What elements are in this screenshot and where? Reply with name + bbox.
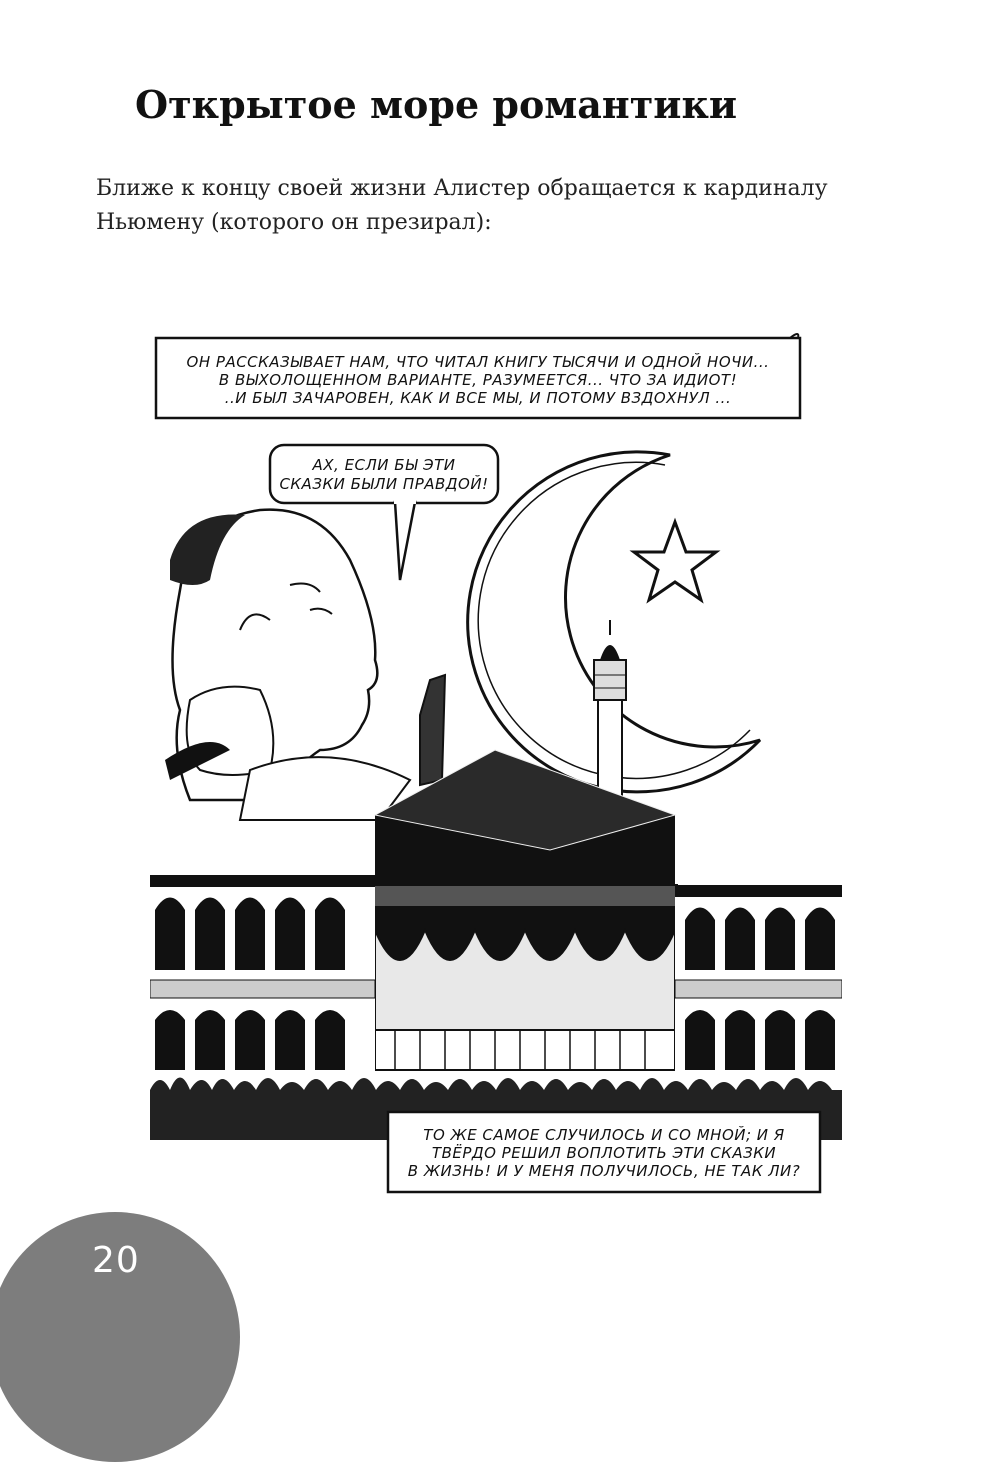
comic-panel: [150, 330, 842, 1200]
speech-bubble-line-1: АХ, ЕСЛИ БЫ ЭТИ: [312, 456, 456, 474]
intro-paragraph: Ближе к концу своей жизни Алистер обращается к кардиналу Ньюмену (которого он презирал):: [96, 176, 828, 235]
bottom-caption-line-1: ТО ЖЕ САМОЕ СЛУЧИЛОСЬ И СО МНОЙ; И Я: [423, 1126, 785, 1144]
top-caption-line-2: В ВЫХОЛОЩЕННОМ ВАРИАНТЕ, РАЗУМЕЕТСЯ... ЧТО ЗА ИДИОТ!: [218, 371, 738, 389]
page-title: Открытое море романтики: [135, 82, 738, 127]
top-caption-box: [156, 334, 800, 418]
bottom-caption-box: [388, 1112, 820, 1192]
bottom-caption-line-2: ТВЁРДО РЕШИЛ ВОПЛОТИТЬ ЭТИ СКАЗКИ: [431, 1144, 777, 1162]
speech-bubble-line-2: СКАЗКИ БЫЛИ ПРАВДОЙ!: [279, 475, 489, 493]
top-caption-line-3: ..И БЫЛ ЗАЧАРОВЕН, КАК И ВСЕ МЫ, И ПОТОМУ ВЗДОХНУЛ ...: [224, 389, 732, 407]
page-number: 20: [92, 1240, 140, 1281]
bottom-caption-line-3: В ЖИЗНЬ! И У МЕНЯ ПОЛУЧИЛОСЬ, НЕ ТАК ЛИ?: [407, 1162, 801, 1180]
top-caption-line-1: ОН РАССКАЗЫВАЕТ НАМ, ЧТО ЧИТАЛ КНИГУ ТЫСЯЧИ И ОДНОЙ НОЧИ...: [186, 353, 770, 371]
